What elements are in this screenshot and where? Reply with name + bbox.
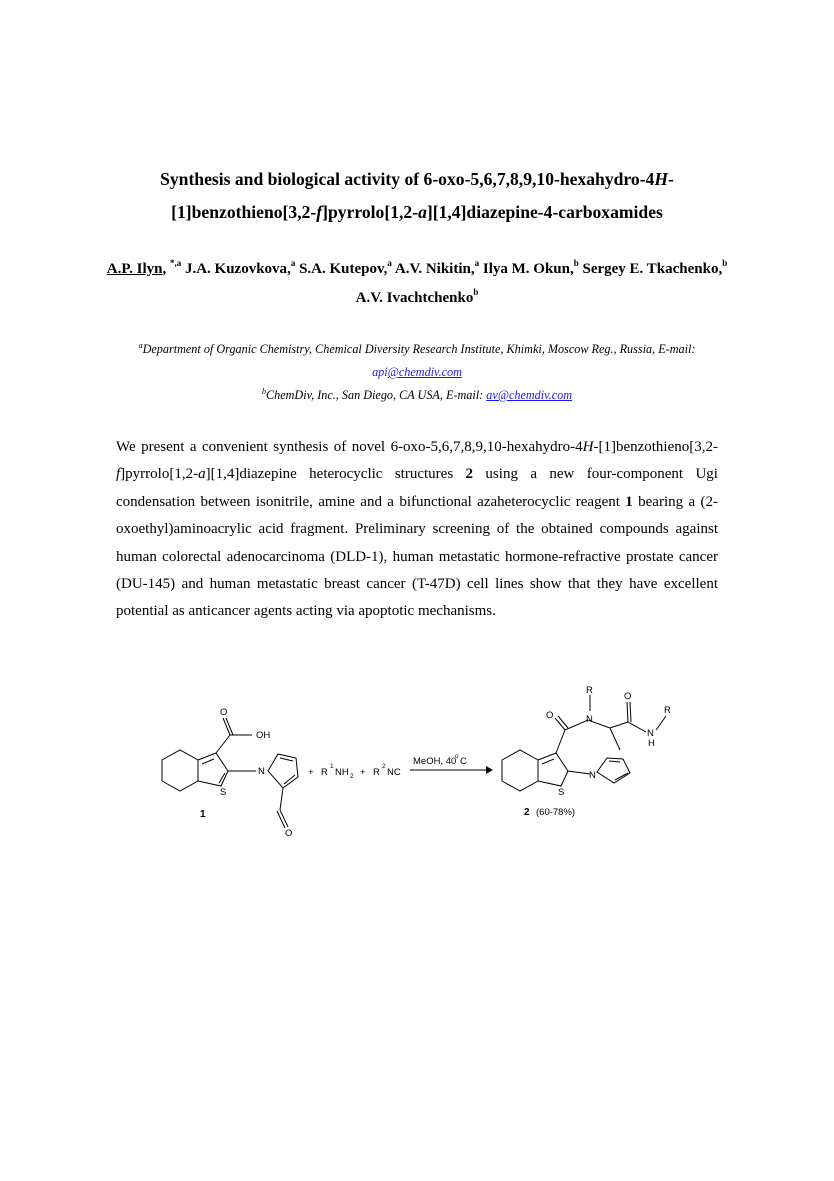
svg-text:2: 2 xyxy=(350,773,354,780)
author-name: Sergey E. Tkachenko xyxy=(582,261,719,277)
product-2-structure xyxy=(502,695,666,791)
reactant-1-structure xyxy=(162,718,298,828)
svg-text:O: O xyxy=(220,707,228,718)
reactant-1-label: 1 xyxy=(200,809,206,820)
email-link-api[interactable]: api@chemdiv.com xyxy=(372,365,462,379)
svg-text:O: O xyxy=(285,828,293,839)
reaction-conditions xyxy=(413,753,467,767)
author-name: A.V. Nikitin xyxy=(394,261,471,277)
author-name: J.A. Kuzovkova xyxy=(184,261,288,277)
product-2-yield: (60-78%) xyxy=(536,807,576,818)
svg-text:2: 2 xyxy=(382,763,386,770)
reagents xyxy=(308,763,401,780)
reaction-arrow xyxy=(410,766,493,774)
svg-text:NH: NH xyxy=(335,767,349,778)
product-2-atom-labels xyxy=(546,685,671,798)
author-name: A.V. Ivachtchenko xyxy=(355,290,474,306)
svg-text:R: R xyxy=(664,705,671,716)
svg-text:C: C xyxy=(460,756,467,767)
svg-text:R: R xyxy=(373,767,380,778)
author-list: A.P. Ilyn, $^{*,a}$ J.A. Kuzovkova,$^a$ S.A. Kutepov,$^a$ A.V. Nikitin,$^a$ Ilya M. Okun,$^b$ Sergey E. Tkachenko,$^b$ A.V. Ivachtchenko$^b$ xyxy=(106,258,728,306)
svg-text:o: o xyxy=(455,753,459,760)
svg-text:+: + xyxy=(308,767,314,778)
product-2-label: 2 xyxy=(524,807,530,818)
svg-text:N: N xyxy=(586,714,593,725)
author-name: Ilya M. Okun xyxy=(482,261,570,277)
svg-text:S: S xyxy=(220,787,227,798)
reaction-scheme xyxy=(150,680,690,850)
svg-text:O: O xyxy=(546,710,554,721)
paper-title: Synthesis and biological activity of 6-oxo-5,6,7,8,9,10-hexahydro-4H- [1]benzothieno[3,2-f]pyrrolo[1,2-a][1,4]diazepine-4-carboxamides xyxy=(160,169,674,222)
svg-text:N: N xyxy=(589,770,596,781)
svg-text:H: H xyxy=(648,738,655,749)
author-name: A.P. Ilyn xyxy=(106,261,163,277)
svg-text:S: S xyxy=(558,787,565,798)
svg-text:N: N xyxy=(258,766,265,777)
affiliation-b: $^b$ChemDiv, Inc., San Diego, CA USA, E-mail: av@chemdiv.com xyxy=(261,386,572,402)
abstract-paragraph: We present a convenient synthesis of novel 6-oxo-5,6,7,8,9,10-hexahydro-4H-[1]benzothieno[3,2-f]pyrrolo[1,2-a][1,4]diazepine heterocyclic structures 2 using a new four-component Ugi condensation between isonitrile, amine and a bifunctional azaheterocyclic reagent 1 bearing a (2-oxoethyl)aminoacrylic acid fragment. Preliminary screening of the obtained compounds against human colorectal adenocarcinoma (DLD-1), human metastatic hormone-refractive prostate cancer (DU-145) and human metastatic breast cancer (T-47D) cell lines show that they have excellent potential as anticancer agents acting via apoptotic mechanisms. xyxy=(116,439,718,620)
author-name: S.A. Kutepov xyxy=(299,261,384,277)
email-link-av[interactable]: av@chemdiv.com xyxy=(486,388,572,402)
svg-text:OH: OH xyxy=(256,730,271,741)
svg-text:R: R xyxy=(586,685,593,696)
reactant-1-atom-labels xyxy=(220,707,292,839)
svg-text:NC: NC xyxy=(387,767,401,778)
affiliation-a: $^a$Department of Organic Chemistry, Chemical Diversity Research Institute, Khimki, Moscow Reg., Russia, E-mail: api@chemdiv.com xyxy=(138,340,696,379)
svg-text:MeOH, 40: MeOH, 40 xyxy=(413,756,457,767)
svg-text:+: + xyxy=(360,767,366,778)
svg-text:O: O xyxy=(624,691,632,702)
svg-text:N: N xyxy=(647,728,654,739)
svg-text:1: 1 xyxy=(330,763,334,770)
svg-text:R: R xyxy=(321,767,328,778)
